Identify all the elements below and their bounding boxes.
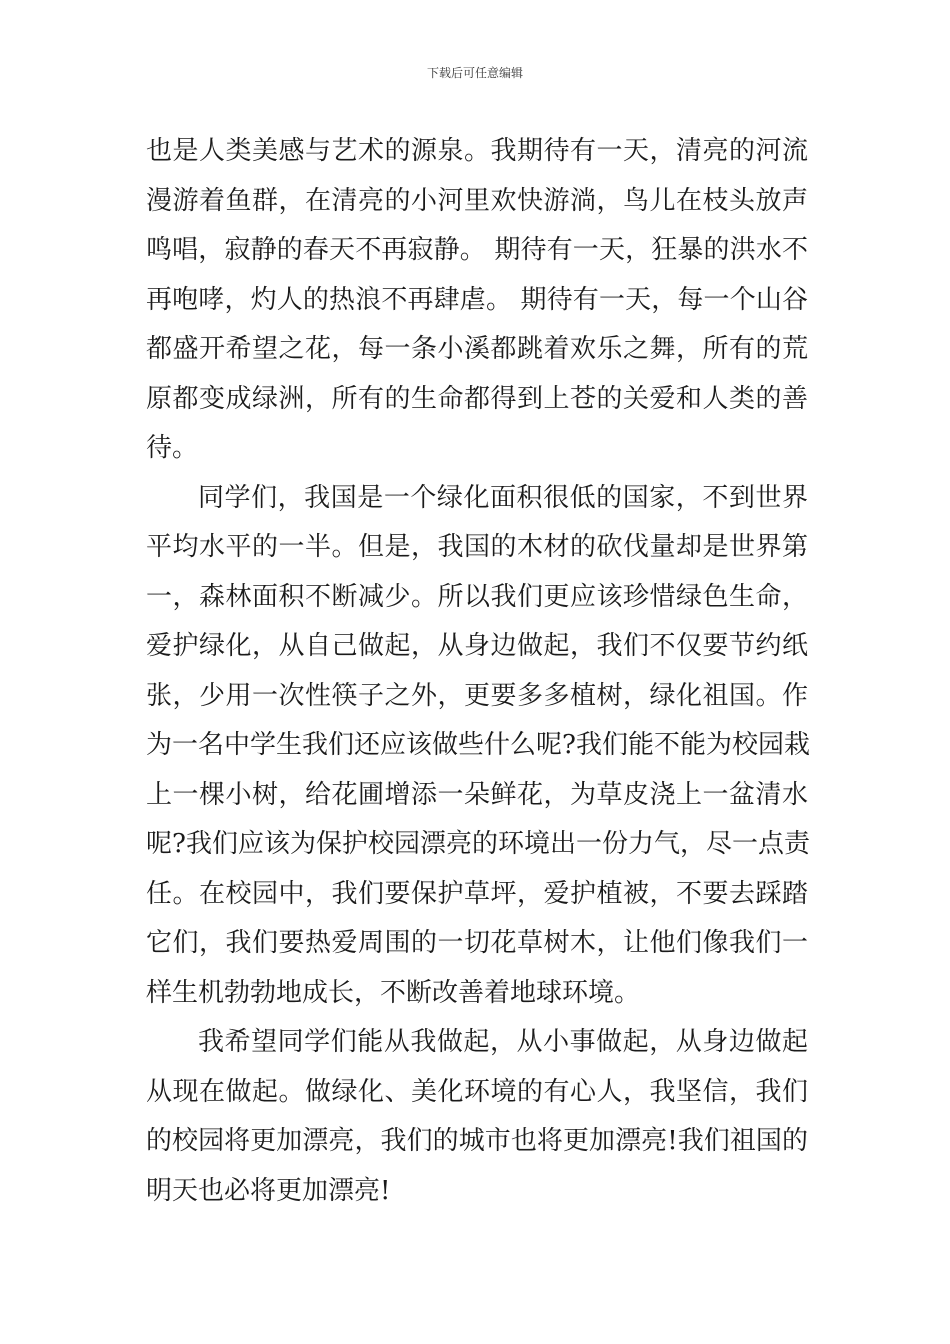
text-line: 样生机勃勃地成长，不断改善着地球环境。 [146, 977, 641, 1008]
text-line: 的校园将更加漂亮，我们的城市也将更加漂亮!我们祖国的 [146, 1126, 808, 1156]
text-line: 平均水平的一半。但是，我国的木材的砍伐量却是世界第 [146, 532, 808, 562]
page-header: 下载后可任意编辑 [426, 66, 523, 80]
text-line: 呢?我们应该为保护校园漂亮的环境出一份力气，尽一点责 [146, 829, 810, 859]
text-line: 漫游着鱼群，在清亮的小河里欢快游淌，鸟儿在枝头放声 [146, 185, 808, 216]
text-line: 同学们，我国是一个绿化面积很低的国家，不到世界 [198, 482, 808, 513]
text-line: 任。在校园中，我们要保护草坪，爱护植被，不要去踩踏 [146, 878, 808, 909]
document-body [146, 127, 808, 1216]
text-line: 上一棵小树，给花圃增添一朵鲜花，为草皮浇上一盆清水 [146, 779, 808, 810]
text-line: 再咆哮，灼人的热浪不再肆虐。 期待有一天，每一个山谷 [146, 284, 808, 315]
text-line: 原都变成绿洲，所有的生命都得到上苍的关爱和人类的善 [146, 383, 808, 414]
text-line: 从现在做起。做绿化、美化环境的有心人，我坚信，我们 [146, 1076, 808, 1107]
text-line: 明天也必将更加漂亮! [146, 1175, 391, 1206]
text-line: 一，森林面积不断减少。所以我们更应该珍惜绿色生命， [146, 581, 808, 612]
text-line: 它们，我们要热爱周围的一切花草树木，让他们像我们一 [146, 928, 808, 958]
text-line: 也是人类美感与艺术的源泉。我期待有一天，清亮的河流 [146, 136, 808, 166]
text-line: 鸣唱，寂静的春天不再寂静。 期待有一天，狂暴的洪水不 [146, 235, 808, 265]
text-line: 张，少用一次性筷子之外，更要多多植树，绿化祖国。作 [146, 680, 808, 711]
text-line: 为一名中学生我们还应该做些什么呢?我们能不能为校园栽 [146, 730, 810, 760]
text-line: 爱护绿化，从自己做起，从身边做起，我们不仅要节约纸 [146, 631, 808, 661]
text-line: 都盛开希望之花，每一条小溪都跳着欢乐之舞，所有的荒 [146, 334, 808, 364]
text-line: 待。 [146, 433, 199, 463]
text-line: 我希望同学们能从我做起，从小事做起，从身边做起 [198, 1027, 808, 1057]
